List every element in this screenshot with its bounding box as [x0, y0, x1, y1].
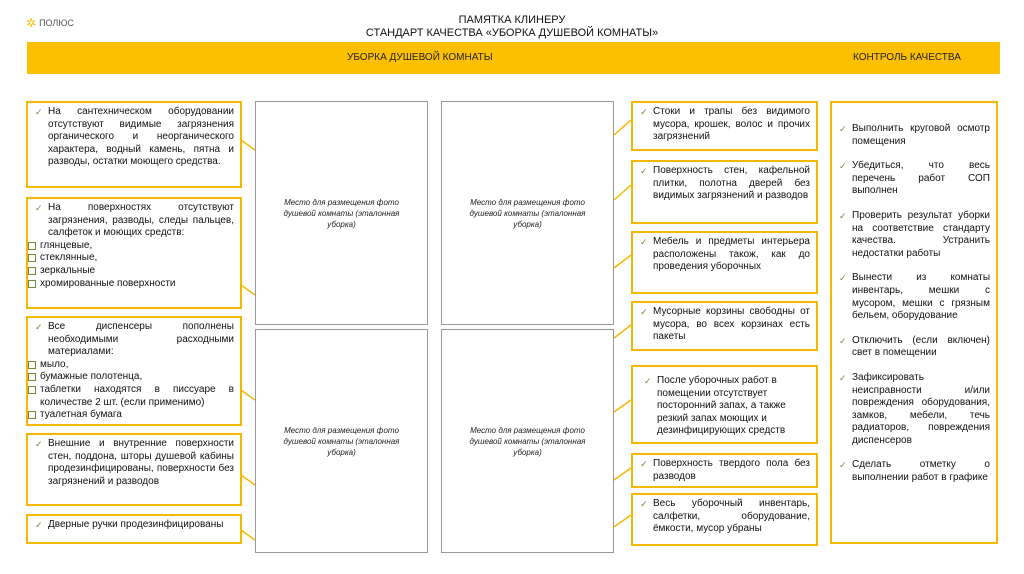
check-item [639, 306, 810, 344]
section-quality-label: КОНТРОЛЬ КАЧЕСТВА [853, 52, 961, 63]
checkmark-icon: ✓ [640, 107, 648, 117]
check-item-text: Убедиться, что весь перечень работ СОП выполнен [852, 160, 990, 197]
checkmark-icon: ✓ [35, 439, 43, 449]
check-item [838, 210, 990, 260]
right-check-box [631, 453, 818, 488]
checkbox-square-icon [28, 280, 36, 288]
checkmark-icon: ✓ [640, 237, 648, 247]
sub-item [28, 252, 234, 265]
right-check-box [631, 101, 818, 151]
checkbox-square-icon [28, 242, 36, 250]
photo-placeholder [441, 101, 614, 325]
sub-item [28, 265, 234, 278]
checkbox-square-icon [28, 361, 36, 369]
photo-placeholder-text: Место для размещения фото душевой комнаты (эталонная уборка) [283, 425, 400, 457]
logo-star-icon: ✲ [26, 16, 37, 30]
check-item [34, 438, 234, 488]
checkbox-square-icon [28, 254, 36, 262]
check-item [34, 106, 234, 169]
checkmark-icon: ✓ [644, 376, 652, 386]
checkmark-icon: ✓ [640, 499, 648, 509]
checkmark-icon: ✓ [839, 335, 847, 346]
checkbox-square-icon [28, 386, 36, 394]
check-item [639, 498, 810, 536]
check-item [639, 236, 810, 274]
check-item [639, 106, 810, 144]
photo-placeholder-text: Место для размещения фото душевой комнаты (эталонная уборка) [469, 197, 586, 229]
left-check-box [26, 197, 242, 309]
check-item [838, 160, 990, 198]
left-check-box [26, 101, 242, 188]
checkmark-icon: ✓ [839, 273, 847, 284]
check-item-text: Поверхность твердого пола без разводов [653, 458, 810, 482]
check-item-text: После уборочных работ в помещении отсутствует посторонний запах, а также резкий запах моющих и дезинфицирующих средств [657, 375, 786, 437]
check-item-text: Дверные ручки продезинфицированы [48, 519, 224, 530]
check-item-text: Весь уборочный инвентарь, салфетки, оборудование, ёмкости, мусор убраны [653, 498, 810, 535]
check-item-text: Стоки и трапы без видимого мусора, крошек, волос и прочих загрязнений [653, 106, 810, 143]
right-check-box [631, 160, 818, 224]
photo-placeholder [255, 329, 428, 553]
check-item-text: Вынести из комнаты инвентарь, мешки с мусором, мешки с грязным бельем, оборудование [852, 272, 990, 322]
check-item-text: Поверхность стен, кафельной плитки, полотна дверей без видимых загрязнений и разводов [653, 165, 810, 202]
check-item [34, 202, 234, 240]
check-item [838, 123, 990, 148]
sub-item-text: зеркальные [40, 264, 96, 276]
check-item-text: На поверхностях отсутствуют загрязнения, разводы, следы пальцев, салфеток и моющих средств: [48, 202, 234, 239]
sub-item-text: стеклянные, [40, 252, 98, 264]
sub-item-text: туалетная бумага [40, 409, 122, 421]
check-item [639, 165, 810, 203]
sub-item-text: бумажные полотенца, [40, 371, 143, 383]
check-item-text: Отключить (если включен) свет в помещении [852, 334, 990, 359]
check-item [838, 272, 990, 322]
check-item [838, 459, 990, 484]
check-item-text: Проверить результат уборки на соответствие стандарту качества. Устранить недостатки работы [852, 209, 990, 259]
sub-item [28, 409, 234, 422]
checkbox-square-icon [28, 373, 36, 381]
check-item [838, 335, 990, 360]
title-line-2: СТАНДАРТ КАЧЕСТВА «УБОРКА ДУШЕВОЙ КОМНАТЫ» [365, 27, 659, 39]
sub-item [28, 384, 234, 409]
checkmark-icon: ✓ [35, 322, 43, 332]
checkmark-icon: ✓ [35, 203, 43, 213]
check-item-text: Зафиксировать неисправности и/или повреждения оборудования, замков, мебели, течь радиаторов, повреждения диспенсеров [852, 371, 990, 446]
check-item-text: Внешние и внутренние поверхности стен, поддона, шторы душевой кабины продезинфицированы, поверхности без загрязнений и разводов [48, 438, 234, 487]
sub-item-text: хромированные поверхности [40, 277, 176, 289]
check-item [643, 375, 806, 438]
checkmark-icon: ✓ [839, 372, 847, 383]
left-check-box [26, 316, 242, 426]
checkbox-square-icon [28, 267, 36, 275]
right-check-box [631, 365, 818, 444]
check-item [34, 519, 234, 532]
right-check-box [631, 301, 818, 351]
check-item-text: Мебель и предметы интерьера расположены також, как до проведения уборочных [653, 236, 810, 273]
check-item-text: Выполнить круговой осмотр помещения [852, 123, 990, 147]
checkmark-icon: ✓ [640, 166, 648, 176]
right-check-box [631, 231, 818, 294]
photo-placeholder [255, 101, 428, 325]
left-check-box [26, 433, 242, 506]
sub-item [28, 278, 234, 291]
check-item-text: На сантехническом оборудовании отсутствуют видимые загрязнения органического и неорганического характера, водный камень, пятна и разводы, остатки моющего средства. [48, 106, 234, 168]
quality-control-box [830, 101, 998, 544]
checkmark-icon: ✓ [839, 161, 847, 172]
sub-item [28, 240, 234, 253]
sub-item [28, 359, 234, 372]
title-line-1: ПАМЯТКА КЛИНЕРУ [458, 14, 566, 26]
checkmark-icon: ✓ [839, 124, 847, 134]
photo-placeholder-text: Место для размещения фото душевой комнаты (эталонная уборка) [469, 425, 586, 457]
checkmark-icon: ✓ [839, 210, 847, 221]
section-cleaning-label: УБОРКА ДУШЕВОЙ КОМНАТЫ [347, 52, 493, 63]
photo-placeholder-text: Место для размещения фото душевой комнаты (эталонная уборка) [283, 197, 400, 229]
right-check-box [631, 493, 818, 546]
checkmark-icon: ✓ [839, 460, 847, 471]
check-item-text: Все диспенсеры пополнены необходимыми расходными материалами: [48, 321, 234, 358]
sub-item [28, 371, 234, 384]
checkmark-icon: ✓ [35, 107, 43, 117]
sub-item-text: глянцевые, [40, 239, 93, 251]
check-item [34, 321, 234, 359]
check-item-text: Сделать отметку о выполнении работ в графике [852, 459, 990, 484]
checkmark-icon: ✓ [640, 307, 648, 317]
photo-placeholder [441, 329, 614, 553]
check-item-text: Мусорные корзины свободны от мусора, во всех корзинах есть пакеты [653, 306, 810, 343]
sub-item-text: мыло, [40, 358, 69, 370]
check-item [838, 372, 990, 448]
sub-item-text: таблетки находятся в писсуаре в количестве 2 шт. (если применимо) [40, 383, 234, 408]
check-item [639, 458, 810, 483]
logo-text: ПОЛЮС [39, 18, 74, 28]
checkbox-square-icon [28, 411, 36, 419]
checkmark-icon: ✓ [640, 459, 648, 469]
left-check-box [26, 514, 242, 544]
checkmark-icon: ✓ [35, 520, 43, 530]
